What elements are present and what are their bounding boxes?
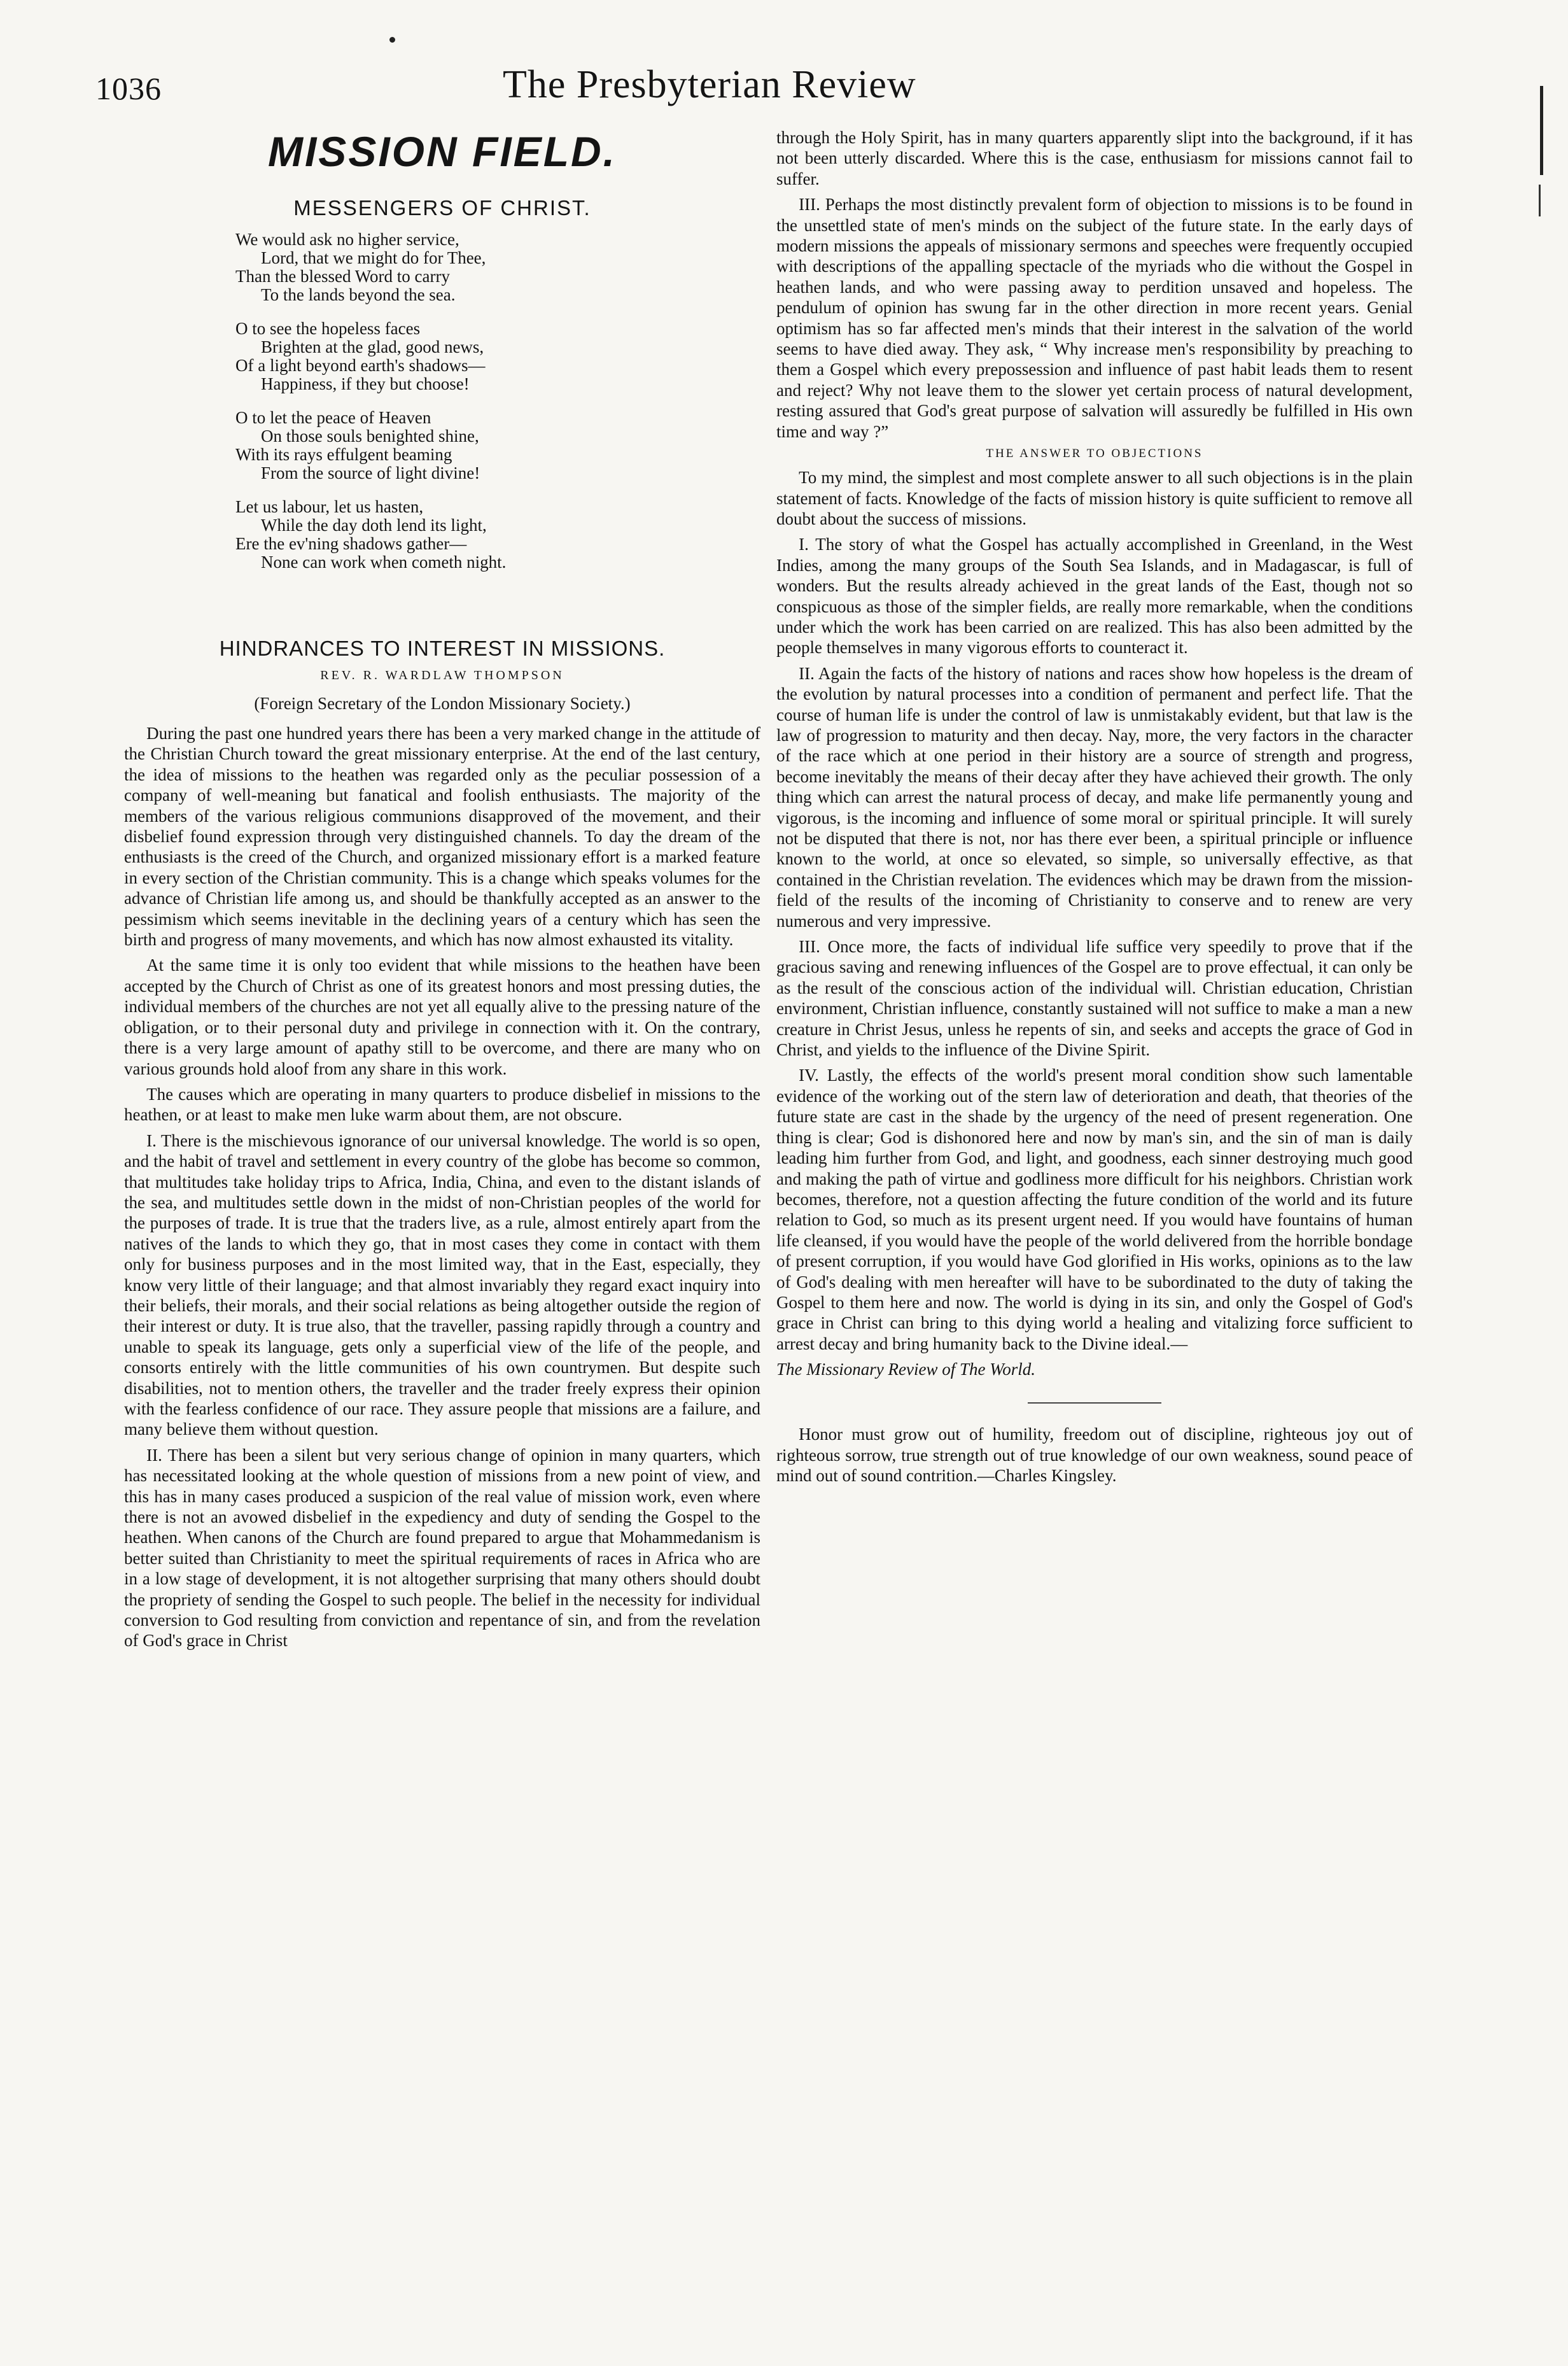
article-continuation [776,127,1413,1491]
poem-stanza [235,498,694,572]
poem-line: Of a light beyond earth's shadows— [235,356,486,375]
poem-line: We would ask no higher service, [235,230,459,249]
poem-line: O to let the peace of Heaven [235,408,431,427]
body-paragraph: To my mind, the simplest and most complete answer to all such objections is in the plain statement of facts. Knowledge of the facts of mission history is quite sufficient to remove all doubt about the success of missions. [776,468,1413,528]
poem-line: While the day doth lend its light, [261,516,487,535]
section-title: MISSION FIELD. [267,128,617,175]
poem-line: Ere the ev'ning shadows gather— [235,534,467,553]
poem-line: Than the blessed Word to carry [235,267,450,286]
running-head: The Presbyterian Review [503,63,916,106]
poem-stanza [235,230,694,304]
poem-line: None can work when cometh night. [261,553,507,572]
section-subhead: THE ANSWER TO OBJECTIONS [986,447,1203,461]
body-paragraph: IV. Lastly, the effects of the world's present moral condition show such lamentable evidence of the working out of the stern law of deterioration and death, that theories of the future state are cast in the shade by the urgency of the need of present regeneration. One thing is clear; God is dishonored here and now by man's sin, and the sin of man is daily leading him further from God, and light, and goodness, each sinner destroying much good and making the path of virtue and godliness more difficult for his neighbors. Christian work becomes, therefore, not a question affecting the future condition of the world and its future relation to God, so much as its present urgent need. If you would have fountains of human life cleansed, if you would have the people of the world delivered from the horrible bondage of present corruption, if you would have God glorified in His works, opinions as to the law of God's dealing with men hereafter will have to be subordinated to the duty of taking the Gospel to them here and now. The world is dying in its sin, and only the Gospel of God's grace in Christ can bring to this dying world a healing and vitalizing force sufficient to arrest decay and bring humanity back to the Divine ideal.— [776,1066,1413,1353]
poem-line: Happiness, if they but choose! [261,374,470,393]
body-paragraph: At the same time it is only too evident that while missions to the heathen have been accepted by the Church of Christ as one of its greatest honors and most pressing duties, the individual members of the churches are not yet all equally alive to the pressing nature of the obligation, or to their personal duty and privilege in connection with it. On the contrary, there is a very large amount of apathy still to be overcome, and there are many who on various grounds hold aloof from any share in this work. [124,955,760,1078]
ink-speck [389,37,395,43]
byline: REV. R. WARDLAW THOMPSON [320,668,564,682]
body-paragraph: I. The story of what the Gospel has actually accomplished in Greenland, in the West Indies, among the many groups of the South Sea Islands, and in Madagascar, is full of wonders. But the results already achieved in the great lands of the East, though not so conspicuous as those of the simpler fields, are really more remarkable, when the conditions under which the work has been carried on are realized. This has also been admitted by the people themselves in many vigorous efforts to counteract it. [776,535,1413,658]
poem-line: From the source of light divine! [261,463,480,482]
body-paragraph: III. Perhaps the most distinctly prevalent form of objection to missions is to be found in the unsettled state of men's minds on the subject of the future state. In the early days of modern missions the appeals of missionary sermons and speeches were frequently occupied with descriptions of the appalling spectacle of the myriads who die without the Gospel in heathen lands, and who were passing away to perdition unsaved and hopeless. The pendulum of opinion has swung far in the other direction in more recent years. Genial optimism has so far affected men's minds that their interest in the salvation of the world seems to have died away. They ask, “ Why increase men's responsibility by preaching to them a Gospel which every prepossession and influence of past habit leads them to resent and reject? Why not leave them to the slower yet certain process of natural development, resting assured that God's great purpose of salvation will assuredly be fulfilled in His own time and way ?” [776,195,1413,441]
poem-line: To the lands beyond the sea. [261,285,456,304]
article-title: HINDRANCES TO INTEREST IN MISSIONS. [219,637,666,660]
body-paragraph: I. There is the mischievous ignorance of our universal knowledge. The world is so open, and the habit of travel and settlement in every country of the globe has become so common, that multitudes take holiday trips to Africa, India, China, and even to the distant islands of the sea, and multitudes settle down in the midst of non-Christian peoples of the world for the purposes of trade. It is true that the traders live, as a rule, almost entirely apart from the natives of the lands to which they go, that in most cases they come in contact with them only for business purposes and in the most limited way, that in the East, especially, they know very little of their language; and that almost invariably they regard exact inquiry into their beliefs, their morals, and their social relations as being altogether outside the region of their interest or duty. It is true also, that the traveller, passing rapidly through a country and unable to speak its language, gets only a superficial view of the life of the people, and consorts entirely with the little communities of his own countrymen. But despite such disabilities, not to mention others, the traveller and the trader freely express their opinion with the fearless confidence of our race. They assure people that missions are a failure, and many believe them without question. [124,1130,760,1439]
body-paragraph: The causes which are operating in many quarters to produce disbelief in missions to the heathen, or at least to make men luke warm about them, are not obscure. [124,1084,760,1125]
body-paragraph: III. Once more, the facts of individual life suffice very speedily to prove that if the gracious saving and renewing influences of the Gospel are to prove effectual, it can only be as the result of the conscious action of the individual will. Christian education, Christian environment, Christian influence, constantly sustained will not suffice to make a man a new creature in Christ Jesus, unless he repents of sin, and seeks and accepts the grace of God in Christ, and yields to the influence of the Divine Spirit. [776,937,1413,1060]
poem-stanza [235,409,694,482]
closing-quote: Honor must grow out of humility, freedom out of discipline, righteous joy out of righteous sorrow, true strength out of true knowledge of our own weakness, sound peace of mind out of sound contrition.—Charles Kingsley. [776,1425,1413,1485]
page-number: 1036 [95,71,162,106]
body-paragraph: II. There has been a silent but very serious change of opinion in many quarters, which has necessitated looking at the whole question of missions from a new point of view, and this has in many cases produced a suspicion of the real value of mission work, even where there is not an avowed disbelief in the expediency and duty of sending the Gospel to the heathen. When canons of the Church are found prepared to argue that Mohammedanism is better suited than Christianity to meet the spiritual requirements of races in Africa who are in a low stage of development, it is not altogether surprising that many others should doubt the propriety of sending the Gospel to such people. The belief in the necessity for individual conversion to God resulting from conviction and repentance of sin, and from the revelation of God's grace in Christ [124,1445,760,1651]
poem-stanza [235,320,694,393]
article-body [124,723,760,1656]
poem-line: Brighten at the glad, good news, [261,337,484,356]
author-affiliation: (Foreign Secretary of the London Missionary Society.) [254,694,631,713]
source-citation: The Missionary Review of The World. [776,1360,1035,1379]
body-paragraph: During the past one hundred years there has been a very marked change in the attitude of the Christian Church toward the great missionary enterprise. At the end of the last century, the idea of missions to the heathen was regarded only as the peculiar possession of a company of well-meaning but fanatical and foolish enthusiasts. The majority of the members of the various religious communions disapproved of the movement, and their disbelief found expression through very distinguished channels. To day the dream of the enthusiasts is the creed of the Church, and organized missionary effort is a marked feature in every section of the Christian community. This is a change which speaks volumes for the advance of Christian life among us, and should be thankfully accepted as an answer to the pessimism which seems inevitable in the declining years of a century which has seen the birth and progress of many movements, and which has now almost exhausted its vitality. [124,724,760,950]
divider-rule [1028,1402,1161,1404]
page-edge-mark [1539,185,1541,216]
poem-line: Lord, that we might do for Thee, [261,248,486,267]
page-edge-mark [1540,86,1543,175]
poem-line: Let us labour, let us hasten, [235,497,424,516]
body-paragraph: through the Holy Spirit, has in many quarters apparently slipt into the background, if it has not been utterly discarded. Where this is the case, enthusiasm for missions cannot fail to suffer. [776,128,1413,188]
poem-line: O to see the hopeless faces [235,319,421,338]
poem-line: With its rays effulgent beaming [235,445,452,464]
poem-title: MESSENGERS OF CHRIST. [293,196,591,220]
body-paragraph: II. Again the facts of the history of nations and races show how hopeless is the dream of the evolution by natural processes into a condition of permanent and perfect life. That the course of human life is under the control of law is unmistakably evident, but that law is the law of progression to maturity and then decay. Nay, more, the very factors in the character of the race which at one period in their history are a source of strength and progress, become inevitably the means of their decay after they have achieved their growth. The only thing which can arrest the natural process of decay, and make life permanently young and vigorous, is the incoming and influence of some moral or spiritual principle. It will surely not be disputed that there is not, nor has there ever been, a spiritual principle or influence known to the world, at once so elevated, so simple, so universally effective, as that contained in the Christian revelation. The evidences which may be drawn from the mission-field of the results of the incoming of Christianity to conserve and to renew are very numerous and very impressive. [776,663,1413,931]
poem-line: On those souls benighted shine, [261,426,479,446]
poem [235,230,694,587]
